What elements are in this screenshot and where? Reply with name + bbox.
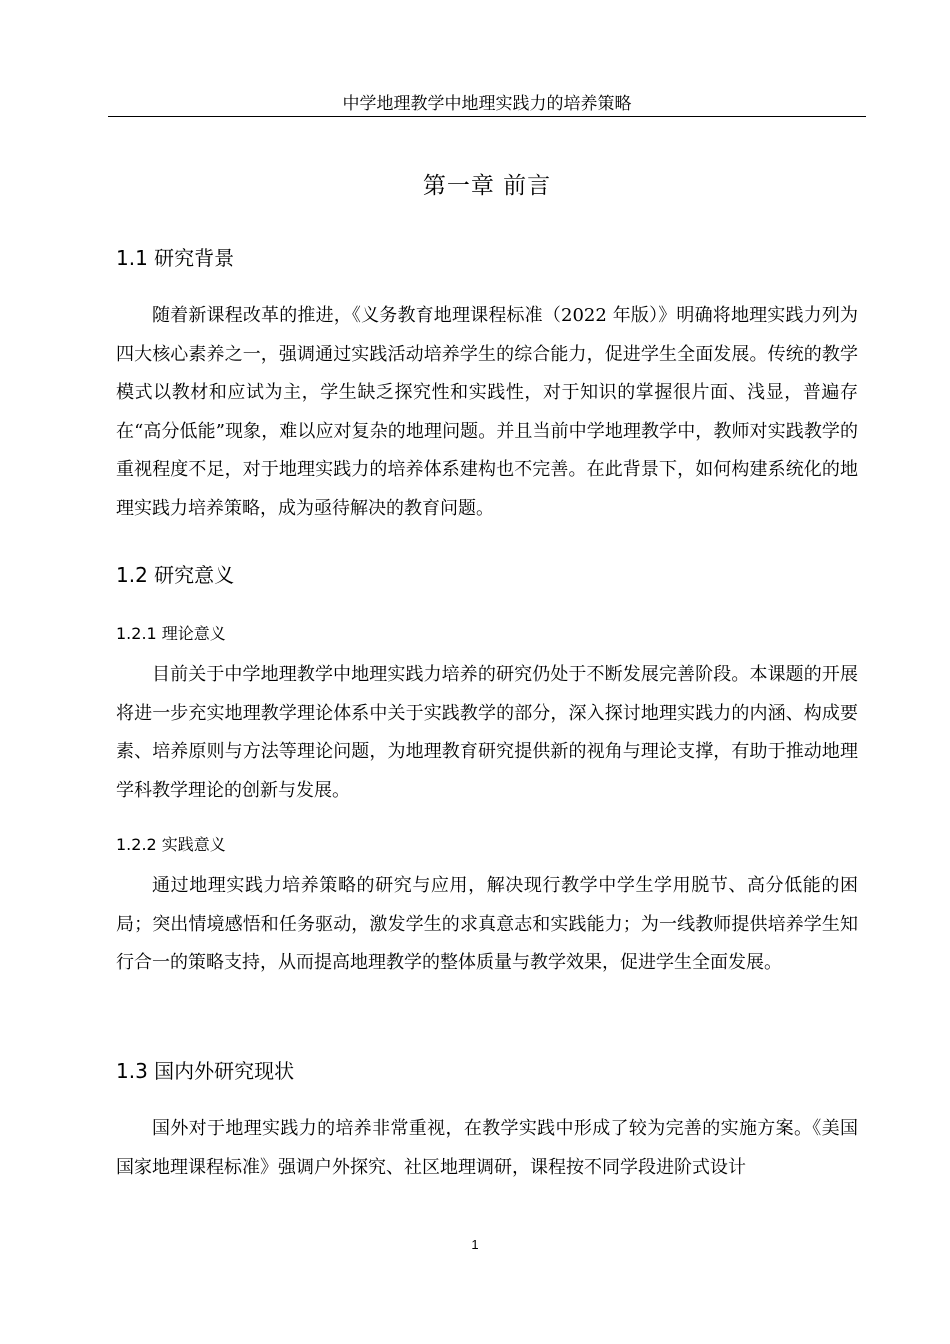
subsection-heading-1-2-1: 1.2.1 理论意义 — [116, 624, 226, 643]
page-number: 1 — [471, 1237, 479, 1252]
subsection-1-2-1-paragraph: 目前关于中学地理教学中地理实践力培养的研究仍处于不断发展完善阶段。本课题的开展将进一步充实地理教学理论体系中关于实践教学的部分，深入探讨地理实践力的内涵、构成要素、培养原则与方法等理论问题，为地理教育研究提供新的视角与理论支撑，有助于推动地理学科教学理论的创新与发展。 — [116, 664, 858, 801]
header-rule — [108, 116, 866, 117]
section-1-3-paragraph: 国外对于地理实践力的培养非常重视，在教学实践中形成了较为完善的实施方案。《美国国家地理课程标准》强调户外探究、社区地理调研，课程按不同学段进阶式设计 — [116, 1118, 858, 1178]
section-1-1-paragraph: 随着新课程改革的推进，《义务教育地理课程标准（2022 年版）》明确将地理实践力列为四大核心素养之一，强调通过实践活动培养学生的综合能力，促进学生全面发展。传统的教学模式以教材和应试为主，学生缺乏探究性和实践性，对于知识的掌握很片面、浅显，普遍存在“高分低能”现象，难以应对复杂的地理问题。并且当前中学地理教学中，教师对实践教学的重视程度不足，对于地理实践力的培养体系建构也不完善。在此背景下，如何构建系统化的地理实践力培养策略，成为亟待解决的教育问题。 — [116, 305, 858, 519]
section-heading-1-1: 1.1 研究背景 — [116, 246, 235, 270]
subsection-heading-1-2-2: 1.2.2 实践意义 — [116, 835, 226, 854]
section-heading-1-3: 1.3 国内外研究现状 — [116, 1059, 295, 1083]
running-header: 中学地理教学中地理实践力的培养策略 — [342, 94, 632, 114]
section-heading-1-2: 1.2 研究意义 — [116, 563, 235, 587]
chapter-title: 第一章 前言 — [422, 173, 552, 199]
subsection-1-2-2-paragraph: 通过地理实践力培养策略的研究与应用，解决现行教学中学生学用脱节、高分低能的困局；突出情境感悟和任务驱动，激发学生的求真意志和实践能力；为一线教师提供培养学生知行合一的策略支持，从而提高地理教学的整体质量与教学效果，促进学生全面发展。 — [116, 875, 858, 973]
